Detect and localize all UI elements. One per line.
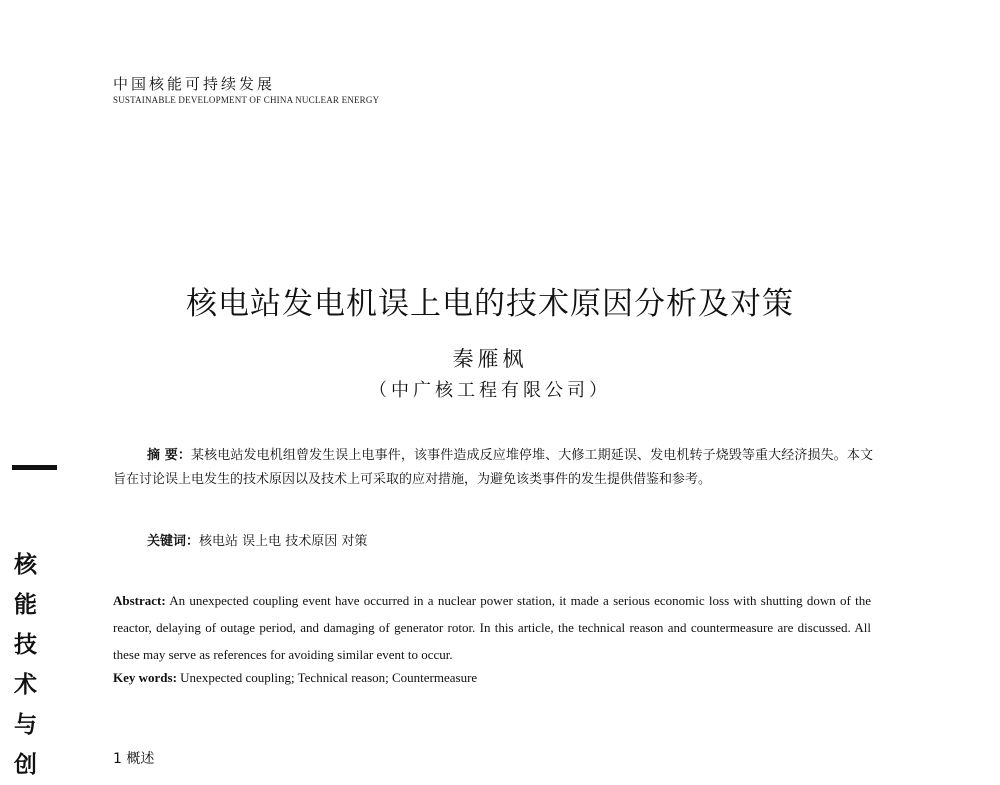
article-title: 核电站发电机误上电的技术原因分析及对策 xyxy=(186,286,794,322)
abstract-en xyxy=(113,587,871,668)
journal-title-en: SUSTAINABLE DEVELOPMENT OF CHINA NUCLEAR ENERGY xyxy=(113,95,380,105)
author-name: 秦雁枫 xyxy=(452,347,528,371)
side-char: 技 xyxy=(14,631,37,658)
abstract-en-label: Abstract: xyxy=(113,593,166,608)
side-column-label xyxy=(14,545,46,785)
side-char: 术 xyxy=(14,671,37,698)
keywords-cn-text: 核电站 误上电 技术原因 对策 xyxy=(199,534,368,549)
side-char: 与 xyxy=(14,711,37,738)
side-char: 能 xyxy=(14,591,37,618)
author-affiliation: （中广核工程有限公司） xyxy=(369,380,611,401)
section-heading: 1 概述 xyxy=(113,751,155,767)
journal-header xyxy=(113,75,379,105)
keywords-cn xyxy=(147,530,367,554)
abstract-cn xyxy=(113,444,873,492)
abstract-cn-label: 摘 要： xyxy=(147,448,191,463)
keywords-en xyxy=(113,667,873,689)
keywords-en-text: Unexpected coupling; Technical reason; Countermeasure xyxy=(180,670,478,685)
side-char: 创 xyxy=(14,751,37,778)
abstract-en-text: An unexpected coupling event have occurred in a nuclear power station, it made a serious economic loss with shutting down of the reactor, delaying of outage period, and damaging of generator rotor. In this article, the technical reason and countermeasure are discussed. All these may serve as references for avoiding similar event to occur. xyxy=(113,593,871,662)
keywords-en-label: Key words: xyxy=(113,670,177,685)
side-column-bar xyxy=(12,465,57,470)
keywords-cn-label: 关键词： xyxy=(147,534,200,549)
side-char: 核 xyxy=(14,551,37,578)
abstract-cn-text: 某核电站发电机组曾发生误上电事件，该事件造成反应堆停堆、大修工期延误、发电机转子烧毁等重大经济损失。本文旨在讨论误上电发生的技术原因以及技术上可采取的应对措施，为避免该类事件的发生提供借鉴和参考。 xyxy=(113,448,873,487)
journal-title-cn: 中国核能可持续发展 xyxy=(113,75,276,93)
